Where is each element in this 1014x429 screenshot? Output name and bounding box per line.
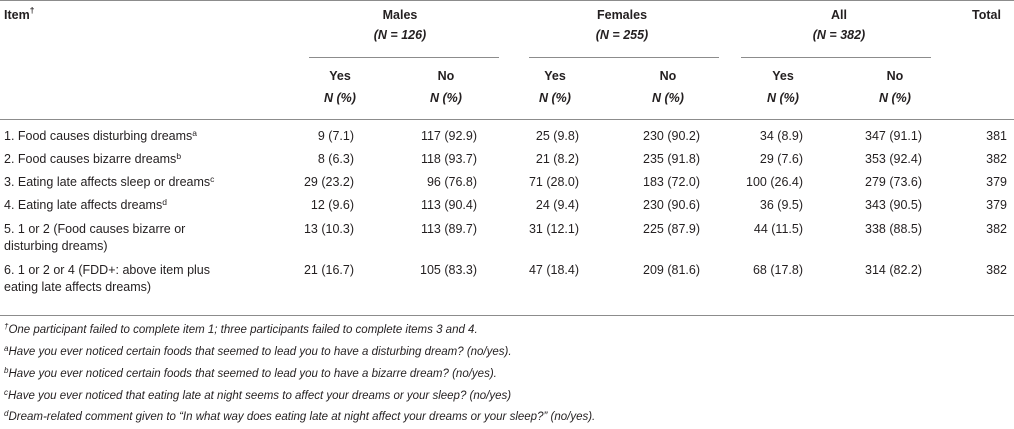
row-label-line1: 3. Eating late affects sleep or dreams: [4, 175, 211, 189]
row-label: [4, 262, 299, 296]
table-cell: 21 (16.7): [303, 263, 354, 277]
no-label: No: [659, 69, 677, 83]
table-cell: 117 (92.9): [420, 129, 477, 143]
n-pct-label: N (%): [879, 91, 911, 105]
table-cell: 105 (83.3): [420, 263, 477, 277]
footnote-text: Have you ever noticed certain foods that seemed to lead you to have a bizarre dream? (no/yes).: [8, 368, 497, 380]
table-cell: 113 (90.4): [420, 198, 477, 212]
footnote-mark: a: [192, 128, 198, 138]
table-cell: 71 (28.0): [528, 175, 579, 189]
table-cell: 29 (23.2): [303, 175, 354, 189]
total-cell: 379: [986, 198, 1007, 212]
table-cell: 347 (91.1): [865, 129, 922, 143]
no-label: No: [437, 69, 455, 83]
table-cell: 36 (9.5): [759, 198, 803, 212]
group-n: (N = 255): [595, 28, 649, 42]
header-rule: [0, 119, 1014, 120]
table-cell: 230 (90.6): [643, 198, 700, 212]
row-label-line2: disturbing dreams): [4, 239, 108, 253]
table-cell: 9 (7.1): [317, 129, 354, 143]
table-cell: 279 (73.6): [865, 175, 922, 189]
group-females: [522, 8, 722, 42]
table-cell: 118 (93.7): [420, 152, 477, 166]
footnote-text: Have you ever noticed certain foods that seemed to lead you to have a disturbing dream? (no/yes).: [8, 346, 512, 358]
footnote: [4, 390, 511, 402]
item-mark: †: [29, 5, 35, 15]
footnote-text: Have you ever noticed that eating late at night seems to affect your dreams or your sleep? (no/yes): [8, 390, 512, 402]
row-label-line2: eating late affects dreams): [4, 280, 152, 294]
yes-label: Yes: [329, 69, 351, 83]
group-rule-females: [529, 57, 719, 58]
row-label-line1: 5. 1 or 2 (Food causes bizarre or: [4, 222, 186, 236]
table-cell: 25 (9.8): [535, 129, 579, 143]
footnote-mark: a: [4, 344, 9, 353]
table-cell: 44 (11.5): [753, 222, 803, 236]
total-cell: 381: [986, 129, 1007, 143]
group-rule-all: [741, 57, 931, 58]
footnote-text: One participant failed to complete item 1; three participants failed to complete items 3 and 4.: [8, 324, 478, 336]
table-cell: 68 (17.8): [752, 263, 803, 277]
total-cell: 382: [986, 152, 1007, 166]
footnote: [4, 411, 595, 423]
table-cell: 343 (90.5): [865, 198, 922, 212]
table-cell: 113 (89.7): [420, 222, 477, 236]
total-cell: 379: [986, 175, 1007, 189]
row-label-line1: 6. 1 or 2 or 4 (FDD+: above item plus: [4, 263, 210, 277]
top-rule: [0, 0, 1014, 1]
row-label: [4, 151, 299, 168]
group-name: Females: [596, 8, 648, 22]
n-pct-label: N (%): [324, 91, 356, 105]
footnote-text: Dream-related comment given to “In what way does eating late at night affect your dreams or your sleep?” (no/yes).: [8, 411, 596, 423]
bottom-rule: [0, 315, 1014, 316]
n-pct-label: N (%): [767, 91, 799, 105]
item-label: Item: [4, 8, 30, 22]
total-cell: 382: [986, 222, 1007, 236]
group-name: Males: [382, 8, 418, 22]
table-cell: 338 (88.5): [865, 222, 922, 236]
row-label-line1: 2. Food causes bizarre dreams: [4, 152, 177, 166]
footnote-mark: c: [4, 388, 8, 397]
footnote-mark: c: [210, 174, 215, 184]
group-name: All: [831, 8, 847, 22]
row-label-line1: 4. Eating late affects dreams: [4, 198, 163, 212]
n-pct-label: N (%): [539, 91, 571, 105]
table-cell: 100 (26.4): [746, 175, 803, 189]
table-cell: 8 (6.3): [317, 152, 354, 166]
group-males: [300, 8, 500, 42]
table-cell: 24 (9.4): [535, 198, 579, 212]
table-cell: 209 (81.6): [643, 263, 700, 277]
n-pct-label: N (%): [430, 91, 462, 105]
yes-label: Yes: [544, 69, 566, 83]
row-label: [4, 221, 299, 255]
footnote-mark: b: [4, 366, 9, 375]
table-cell: 13 (10.3): [303, 222, 354, 236]
table-cell: 47 (18.4): [528, 263, 579, 277]
footnote: [4, 324, 478, 336]
table-cell: 353 (92.4): [865, 152, 922, 166]
table-cell: 96 (76.8): [426, 175, 477, 189]
yes-label: Yes: [772, 69, 794, 83]
footnote-mark: d: [4, 409, 9, 418]
row-label: [4, 174, 299, 191]
table-cell: 34 (8.9): [759, 129, 803, 143]
footnote-mark: b: [176, 151, 182, 161]
group-n: (N = 126): [373, 28, 427, 42]
total-cell: 382: [986, 263, 1007, 277]
table-cell: 235 (91.8): [643, 152, 700, 166]
footnote: [4, 368, 497, 380]
row-label: [4, 128, 299, 145]
group-rule-males: [309, 57, 499, 58]
table-cell: 31 (12.1): [528, 222, 579, 236]
table-cell: 21 (8.2): [535, 152, 579, 166]
table-cell: 12 (9.6): [310, 198, 354, 212]
table-cell: 183 (72.0): [643, 175, 700, 189]
table-cell: 225 (87.9): [643, 222, 700, 236]
header-total: Total: [972, 8, 1001, 22]
table-cell: 29 (7.6): [759, 152, 803, 166]
group-all: [739, 8, 939, 42]
row-label-line1: 1. Food causes disturbing dreams: [4, 129, 193, 143]
footnote-mark: d: [162, 197, 167, 207]
no-label: No: [886, 69, 904, 83]
header-item: [4, 5, 35, 22]
n-pct-label: N (%): [652, 91, 684, 105]
row-label: [4, 197, 299, 214]
footnote-mark: †: [4, 322, 9, 331]
table-cell: 230 (90.2): [643, 129, 700, 143]
footnote: [4, 346, 512, 358]
group-n: (N = 382): [812, 28, 866, 42]
table-cell: 314 (82.2): [865, 263, 922, 277]
